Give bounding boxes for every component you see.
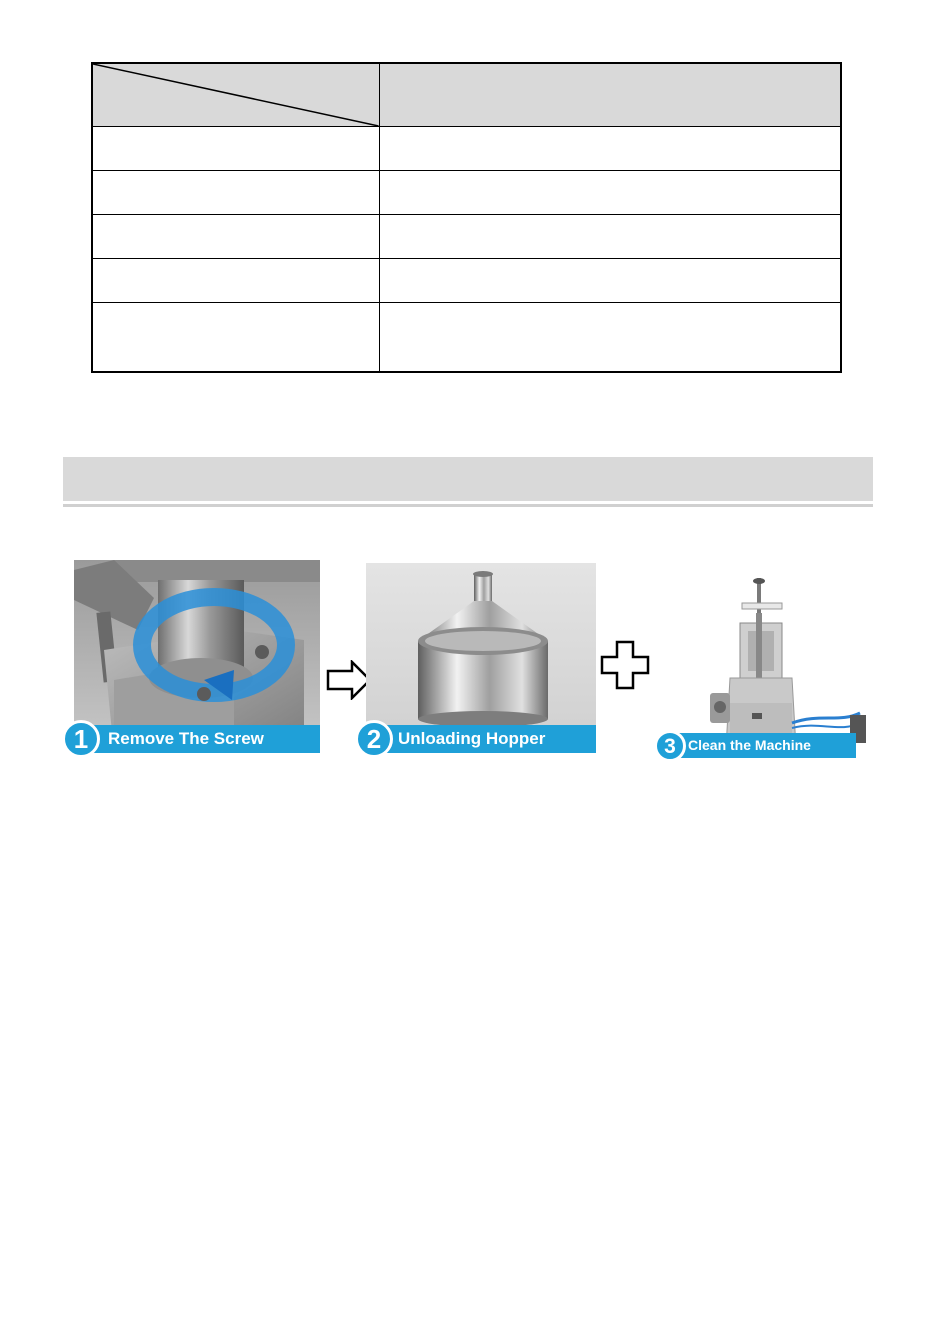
diagonal-line-icon <box>93 64 379 126</box>
table-cell <box>379 303 841 373</box>
step-1-number: 1 <box>62 720 100 758</box>
step-2-label: Unloading Hopper <box>398 729 546 748</box>
filling-machine-image <box>700 573 866 759</box>
table-cell <box>92 303 379 373</box>
table-row <box>92 171 841 215</box>
step-1-label: Remove The Screw <box>108 729 264 748</box>
step-3-photo <box>700 573 866 759</box>
table-row <box>92 127 841 171</box>
table-header-diagonal-cell <box>92 63 379 127</box>
table-cell <box>92 171 379 215</box>
table-row <box>92 303 841 373</box>
step-1-banner <box>90 725 320 753</box>
section-divider <box>63 504 873 507</box>
table-cell <box>379 215 841 259</box>
table-row <box>92 259 841 303</box>
step-2-banner <box>380 725 596 753</box>
step-3-banner <box>672 733 856 758</box>
step-3-number: 3 <box>654 730 686 762</box>
plus-icon <box>600 640 650 690</box>
step-2-number: 2 <box>355 720 393 758</box>
table-header-label-2 <box>379 63 841 127</box>
step-3-label: Clean the Machine <box>688 737 811 753</box>
table-cell <box>379 127 841 171</box>
table-row <box>92 215 841 259</box>
table-header-row <box>92 63 841 127</box>
table-cell <box>379 259 841 303</box>
table-cell <box>92 259 379 303</box>
table-cell <box>92 215 379 259</box>
table-cell <box>92 127 379 171</box>
table-cell <box>379 171 841 215</box>
spec-table <box>91 62 842 373</box>
section-heading-bar <box>63 457 873 501</box>
